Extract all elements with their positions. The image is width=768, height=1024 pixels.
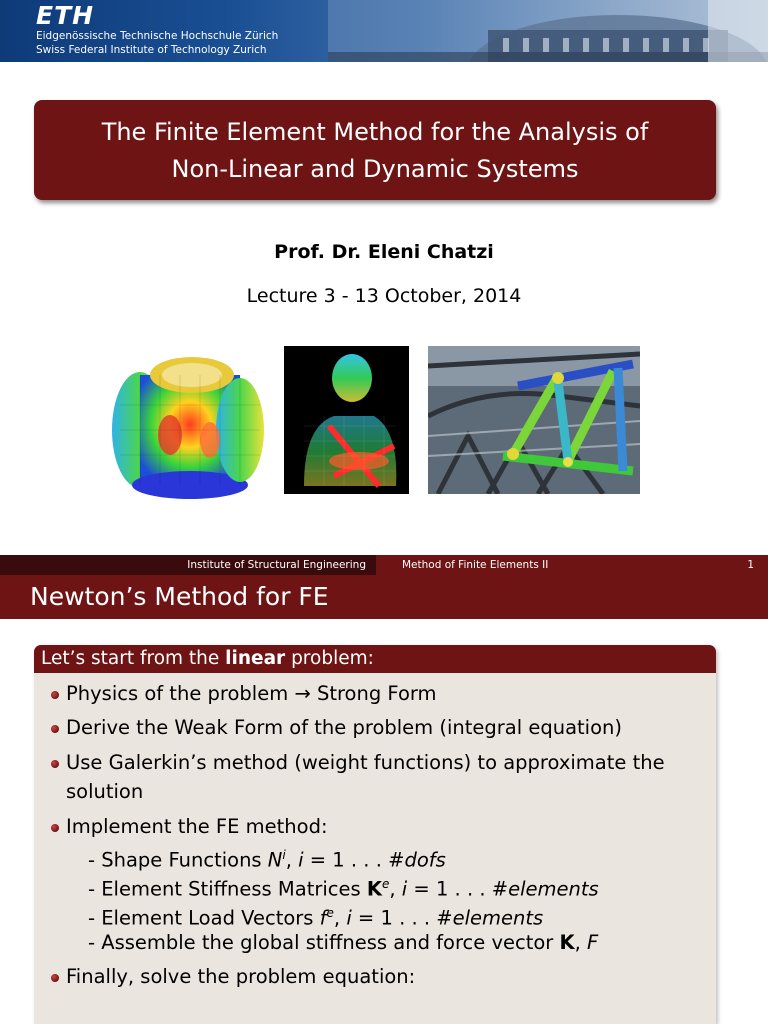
symbol-F: F bbox=[587, 931, 599, 954]
bullet-physics bbox=[66, 679, 706, 708]
bullet-galerkin-line2: solution bbox=[66, 780, 144, 803]
symbol-dofs: dofs bbox=[404, 848, 446, 872]
sub-stiffness-text: - Element Stiffness Matrices bbox=[88, 877, 367, 901]
block-title bbox=[34, 645, 716, 673]
footer-bar bbox=[0, 555, 768, 575]
footer-page-number: 1 bbox=[747, 559, 754, 571]
symbol-sup-e: e bbox=[381, 877, 390, 891]
slide-title: Newton’s Method for FE bbox=[0, 575, 768, 619]
bullet-weak-form: Derive the Weak Form of the problem (integral equation) bbox=[66, 713, 706, 742]
bullet-physics-text: Physics of the problem bbox=[66, 682, 295, 705]
fe-mesh-cylinder-image bbox=[110, 345, 270, 500]
symbol-K-global: K bbox=[559, 931, 575, 954]
title-box bbox=[34, 100, 716, 200]
title-line-2: Non-Linear and Dynamic Systems bbox=[171, 155, 579, 183]
sub-load-text: - Element Load Vectors bbox=[88, 906, 320, 930]
symbol-K: K bbox=[366, 877, 382, 901]
sep: , bbox=[574, 931, 588, 954]
lecture-date: Lecture 3 - 13 October, 2014 bbox=[246, 285, 522, 307]
author: Prof. Dr. Eleni Chatzi bbox=[274, 241, 494, 263]
fe-mesh-human-image bbox=[284, 346, 409, 494]
title-line-1: The Finite Element Method for the Analysis of bbox=[101, 118, 649, 146]
eth-building-image bbox=[328, 0, 768, 62]
eth-header-banner bbox=[0, 0, 768, 62]
footer-institute: Institute of Structural Engineering bbox=[0, 555, 376, 575]
symbol-i: i bbox=[346, 906, 352, 930]
symbol-sup-i: i bbox=[282, 848, 286, 862]
sub-assemble-text: - Assemble the global stiffness and force vector bbox=[88, 931, 560, 954]
footer-course-label: Method of Finite Elements II bbox=[402, 559, 549, 571]
sep: , bbox=[333, 906, 347, 930]
symbol-sup-e: e bbox=[326, 906, 334, 920]
block-title-post: problem: bbox=[285, 648, 374, 669]
symbol-i: i bbox=[401, 877, 408, 901]
symbol-elements: elements bbox=[452, 906, 544, 930]
block-title-bold: linear bbox=[225, 648, 286, 669]
institution-name-en: Swiss Federal Institute of Technology Zurich bbox=[36, 44, 267, 56]
bullet-galerkin-line1: Use Galerkin’s method (weight functions) to approximate the bbox=[66, 751, 665, 774]
bullet-physics-strong-form: Strong Form bbox=[310, 682, 437, 705]
block-title-pre: Let’s start from the bbox=[41, 648, 226, 669]
sep: , bbox=[389, 877, 402, 901]
bullet-implement: Implement the FE method: bbox=[66, 812, 706, 841]
symbol-f: f bbox=[319, 906, 327, 930]
bridge-truss-image bbox=[428, 346, 640, 494]
institution-name-de: Eidgenössische Technische Hochschule Zürich bbox=[36, 30, 279, 42]
footer-course bbox=[376, 555, 768, 575]
bullet-galerkin bbox=[66, 748, 706, 806]
sub-assemble bbox=[88, 928, 598, 957]
arrow-icon: → bbox=[294, 682, 311, 705]
range: = 1 . . . # bbox=[303, 848, 405, 872]
eth-logo: ETH bbox=[36, 1, 95, 30]
symbol-N: N bbox=[267, 848, 283, 872]
sep: , bbox=[285, 848, 299, 872]
range: = 1 . . . # bbox=[407, 877, 509, 901]
range: = 1 . . . # bbox=[351, 906, 453, 930]
content-block bbox=[34, 645, 716, 1024]
sub-shape-functions-text: - Shape Functions bbox=[88, 848, 268, 872]
symbol-elements: elements bbox=[508, 877, 599, 901]
bullet-solve: Finally, solve the problem equation: bbox=[66, 962, 706, 991]
symbol-i: i bbox=[298, 848, 304, 872]
